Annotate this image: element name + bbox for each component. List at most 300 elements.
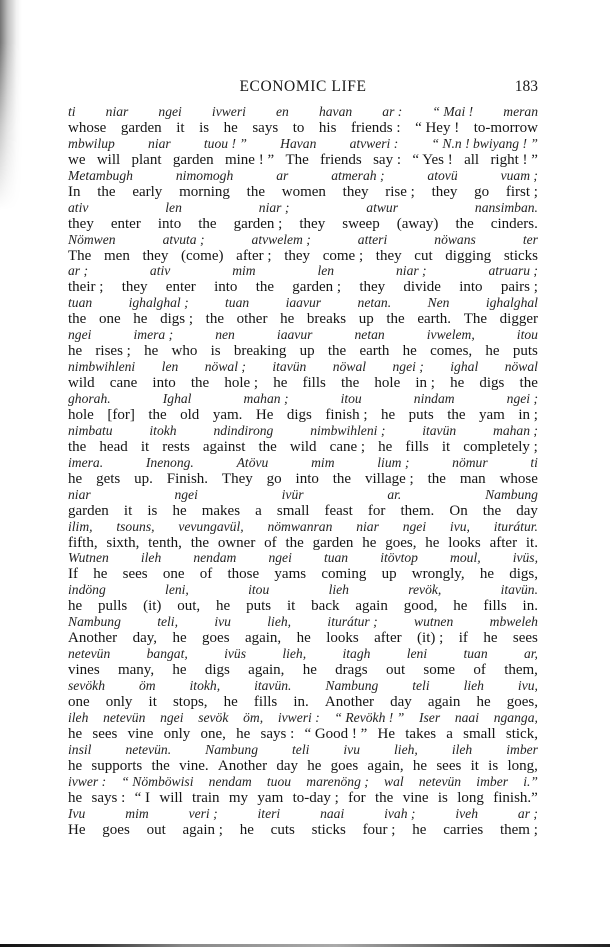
english-gloss-line	[68, 630, 538, 646]
native-word: atwur	[366, 199, 398, 215]
native-word: indöng	[68, 582, 106, 598]
native-word: Iser	[418, 709, 441, 725]
english-word: he	[362, 534, 377, 551]
english-word: puts	[408, 407, 434, 424]
english-word: they	[142, 247, 169, 264]
native-word: naai	[454, 709, 479, 725]
english-word: their ;	[68, 279, 104, 296]
native-word: ngei	[268, 550, 292, 566]
interlinear-line-pair	[68, 327, 538, 359]
english-word: go	[266, 470, 282, 487]
english-gloss-line	[68, 120, 538, 136]
english-word: the	[255, 279, 275, 296]
native-word: sevök	[198, 709, 229, 725]
english-word: all	[464, 151, 480, 168]
english-word: they	[431, 183, 458, 200]
english-word: The	[463, 311, 488, 328]
native-word: veri ;	[188, 805, 218, 821]
english-word: after ;	[236, 247, 272, 264]
english-word: of	[199, 566, 213, 583]
english-word: go	[474, 183, 490, 200]
english-word: looks	[448, 534, 481, 551]
english-word: stops,	[172, 694, 208, 711]
english-word: Another	[68, 630, 118, 647]
english-word: he	[412, 757, 428, 774]
english-word: “ I	[134, 789, 151, 806]
native-word: lium ;	[377, 454, 410, 470]
interlinear-line-pair	[68, 391, 538, 423]
english-word: “ Hey !	[415, 120, 460, 136]
native-word: nen	[215, 327, 235, 343]
english-word: garden	[120, 120, 162, 136]
native-word: itou	[248, 582, 270, 598]
native-text-line	[68, 104, 538, 120]
native-word: ivweri :	[277, 709, 320, 725]
native-text-line	[68, 168, 538, 184]
native-word: tuou ! ”	[203, 135, 247, 151]
english-word: head	[99, 438, 128, 455]
english-word: come ;	[322, 247, 364, 264]
english-word: looks	[326, 630, 359, 647]
native-text-line	[68, 391, 538, 407]
interlinear-line-pair	[68, 582, 538, 614]
native-word: itövtop	[380, 550, 418, 566]
english-word: first ;	[505, 183, 538, 200]
native-word: Ivu	[68, 805, 86, 821]
english-word: fifth,	[68, 534, 98, 551]
english-word: sees	[92, 725, 118, 742]
english-word: day	[390, 694, 412, 711]
english-word: in.	[522, 598, 538, 615]
english-word: for	[367, 502, 386, 519]
english-word: to-morrow	[473, 120, 538, 136]
native-word: ighal	[450, 359, 479, 375]
english-word: small	[276, 502, 310, 519]
native-word: atvweri :	[349, 135, 399, 151]
native-word: Nambung	[325, 678, 379, 694]
native-word: teli,	[157, 614, 178, 630]
english-word: in.	[293, 694, 309, 711]
english-word: enter	[165, 279, 196, 296]
english-word: he	[273, 375, 288, 392]
english-word: them,	[504, 662, 538, 679]
english-word: the	[148, 407, 167, 424]
english-word: up.	[134, 470, 153, 487]
native-word: Metambugh	[68, 167, 133, 183]
native-word: Wutnen	[68, 550, 109, 566]
native-word: atmerah ;	[331, 167, 385, 183]
native-word: niar	[105, 104, 129, 119]
native-word: itavün.	[254, 678, 292, 694]
interlinear-line-pair	[68, 614, 538, 646]
english-word: will	[96, 151, 121, 168]
native-word: mim	[232, 263, 256, 279]
english-word: He	[377, 725, 396, 742]
interlinear-line-pair	[68, 104, 538, 136]
english-word: in ;	[518, 407, 538, 424]
native-word: lieh	[328, 582, 349, 598]
english-word: garden	[68, 502, 109, 519]
native-word: iaavur	[285, 295, 322, 311]
native-word: ngei	[174, 486, 198, 502]
english-word: he	[68, 470, 83, 487]
english-word: the	[447, 407, 466, 424]
english-word: drags	[335, 662, 368, 679]
english-word: cuts	[270, 821, 295, 838]
english-word: cinders.	[490, 215, 538, 232]
native-word: nimbwihleni ;	[310, 422, 386, 438]
native-word: ivwelem,	[426, 327, 475, 343]
english-word: breaks	[306, 311, 347, 328]
native-word: Nambung	[205, 741, 258, 757]
english-word: it	[140, 438, 150, 455]
english-word: carries	[443, 821, 484, 838]
english-word: he	[172, 502, 187, 519]
interlinear-line-pair	[68, 710, 538, 742]
native-word: öm	[138, 678, 156, 694]
english-word: He	[255, 407, 274, 424]
english-gloss-line	[68, 566, 538, 582]
interlinear-line-pair	[68, 646, 538, 678]
english-word: garden	[312, 534, 354, 551]
english-word: (come)	[181, 247, 224, 264]
native-word: mbweleh	[489, 614, 538, 630]
native-word: ngei	[402, 518, 427, 534]
english-word: supports	[91, 757, 143, 774]
english-word: the	[258, 438, 277, 455]
native-text-line	[68, 487, 538, 503]
english-word: his	[318, 120, 337, 136]
english-word: up	[381, 566, 397, 583]
english-word: them ;	[499, 821, 538, 838]
native-word: nömur	[452, 454, 488, 470]
interlinear-line-pair	[68, 487, 538, 519]
english-word: who	[171, 343, 198, 360]
english-word: day	[516, 502, 538, 519]
english-word: long,	[507, 757, 538, 774]
native-word: ar	[276, 167, 289, 183]
native-word: ar.	[387, 486, 402, 502]
english-word: rise ;	[385, 183, 415, 200]
english-word: the	[285, 534, 304, 551]
native-word: atteri	[357, 231, 388, 247]
english-gloss-line	[68, 311, 538, 327]
english-word: Another	[217, 757, 268, 774]
english-word: If	[68, 566, 78, 583]
english-word: sticks	[503, 247, 538, 264]
english-word: yam	[257, 789, 284, 806]
english-word: gets	[96, 470, 121, 487]
native-word: mahan ;	[493, 422, 538, 438]
native-word: naai	[320, 805, 345, 821]
english-gloss-line	[68, 407, 538, 423]
native-word: itou	[340, 391, 362, 407]
english-gloss-line	[68, 503, 538, 519]
native-text-line	[68, 646, 538, 662]
english-word: he	[280, 311, 295, 328]
english-word: digs	[286, 407, 312, 424]
english-word: goes	[102, 821, 130, 838]
english-word: it	[286, 598, 296, 615]
english-word: to-day ;	[292, 789, 339, 806]
native-word: ilim,	[68, 518, 93, 534]
native-word: ngei ;	[392, 359, 424, 375]
english-word: The	[68, 247, 92, 264]
native-word: havan	[318, 104, 353, 119]
native-word: ar,	[523, 646, 538, 662]
english-word: “ Yes !	[412, 151, 453, 168]
english-word: the	[190, 375, 210, 392]
english-word: On	[449, 502, 468, 519]
english-word: mine ! ”	[224, 151, 275, 168]
english-word: plant	[131, 151, 162, 168]
english-word: the	[327, 343, 347, 360]
native-word: vuam ;	[500, 167, 538, 183]
native-word: ter	[522, 231, 538, 247]
english-word: sweep	[342, 215, 380, 232]
english-word: digs,	[509, 566, 538, 583]
english-word: the	[455, 215, 474, 232]
native-text-line	[68, 232, 538, 248]
native-text-line	[68, 710, 538, 726]
english-word: into	[157, 215, 182, 232]
english-word: man	[459, 470, 486, 487]
native-word: atvwelem ;	[251, 231, 311, 247]
english-word: (it) ;	[417, 630, 444, 647]
native-word: iaavur	[276, 327, 313, 343]
english-word: he	[144, 343, 159, 360]
english-word: them.	[400, 502, 435, 519]
native-word: netan	[354, 327, 385, 343]
native-word: nganga,	[493, 709, 538, 725]
english-word: he	[68, 598, 83, 615]
native-word: imber	[476, 773, 509, 789]
english-word: digs ;	[160, 311, 194, 328]
native-word: vevungavül,	[178, 518, 244, 534]
english-word: the	[332, 470, 352, 487]
interlinear-line-pair	[68, 742, 538, 774]
english-word: he	[302, 662, 317, 679]
native-word: Nen	[427, 295, 450, 311]
native-word: itavün.	[500, 582, 538, 598]
native-word: netevün	[103, 709, 146, 725]
native-word: netevün	[418, 773, 462, 789]
native-word: niar ;	[258, 199, 290, 215]
native-word: teli	[292, 741, 310, 757]
english-word: hole ;	[224, 375, 259, 392]
native-word: ndindirong	[213, 422, 274, 438]
interlinear-line-pair	[68, 232, 538, 264]
native-word: tuan	[68, 295, 93, 311]
english-word: again,	[248, 662, 285, 679]
english-word: fills	[483, 598, 507, 615]
native-word: ar ;	[68, 263, 89, 279]
english-word: pairs ;	[500, 279, 538, 296]
english-word: after	[374, 630, 402, 647]
english-word: he	[236, 725, 251, 742]
english-word: rises ;	[95, 343, 131, 360]
page-header	[68, 78, 538, 98]
english-word: cane	[109, 375, 138, 392]
english-word: out	[146, 821, 166, 838]
english-word: stick,	[505, 725, 538, 742]
english-word: one,	[200, 725, 226, 742]
english-word: he	[68, 757, 83, 774]
english-word: he	[476, 694, 491, 711]
native-word: tsouns,	[116, 518, 155, 534]
native-word: ivah ;	[384, 805, 416, 821]
interlinear-line-pair	[68, 519, 538, 551]
native-word: öm,	[243, 709, 264, 725]
english-word: one	[68, 694, 90, 711]
english-gloss-line	[68, 758, 538, 774]
native-word: tuan	[225, 295, 250, 311]
english-word: the	[68, 438, 87, 455]
native-word: meran	[503, 104, 538, 119]
english-word: hole	[374, 375, 401, 392]
native-word: ivu,	[517, 678, 538, 694]
english-word: he	[402, 343, 417, 360]
english-word: it	[176, 120, 185, 136]
english-gloss-line	[68, 471, 538, 487]
native-word: lieh,	[267, 614, 292, 630]
interlinear-line-pair	[68, 263, 538, 295]
native-word: itagh	[342, 646, 371, 662]
english-word: fills	[405, 438, 429, 455]
native-word: insil	[68, 741, 92, 757]
english-word: against	[202, 438, 246, 455]
english-word: those	[227, 566, 260, 583]
english-word: is	[147, 502, 158, 519]
native-text-line	[68, 200, 538, 216]
native-word: imera ;	[133, 327, 174, 343]
english-word: finish ;	[325, 407, 368, 424]
english-word: up	[299, 343, 315, 360]
english-word: small	[463, 725, 496, 742]
native-word: imber	[506, 741, 538, 757]
native-word: atruaru ;	[488, 263, 538, 279]
english-word: right ! ”	[490, 151, 538, 168]
native-text-line	[68, 742, 538, 758]
english-word: the	[340, 375, 360, 392]
english-word: one	[162, 566, 185, 583]
english-word: again	[355, 598, 388, 615]
english-word: takes	[405, 725, 437, 742]
native-word: ivu	[343, 741, 361, 757]
interlinear-line-pair	[68, 455, 538, 487]
native-word: “ Mai !	[432, 104, 474, 119]
native-word: iturátur ;	[327, 614, 378, 630]
english-word: puts	[246, 598, 272, 615]
english-word: he	[450, 375, 465, 392]
native-word: niar ;	[396, 263, 427, 279]
english-word: goes	[202, 630, 230, 647]
native-word: nimbatu	[68, 422, 113, 438]
interlinear-line-pair	[68, 678, 538, 710]
english-word: out	[385, 662, 406, 679]
english-word: yam.	[212, 407, 243, 424]
english-word: out,	[177, 598, 201, 615]
english-word: they	[299, 215, 326, 232]
english-word: in ;	[415, 375, 435, 392]
interlinear-line-pair	[68, 295, 538, 327]
english-word: a	[255, 502, 262, 519]
english-word: goes	[330, 757, 359, 774]
native-word: imera.	[68, 454, 104, 470]
native-word: lieh	[463, 678, 484, 694]
native-word: atovü	[427, 167, 458, 183]
native-word: ngei ;	[506, 391, 538, 407]
english-word: for	[348, 789, 366, 806]
interlinear-line-pair	[68, 136, 538, 168]
native-word: nendam	[208, 773, 252, 789]
english-word: goes,	[506, 694, 538, 711]
native-text-line	[68, 136, 538, 152]
english-word: if	[458, 630, 468, 647]
english-word: into	[214, 279, 238, 296]
native-word: ivüs	[224, 646, 247, 662]
native-word: niar	[356, 518, 379, 534]
english-word: friends	[320, 151, 362, 168]
native-word: nindam	[413, 391, 455, 407]
native-word: mim	[125, 805, 149, 821]
english-word: women	[281, 183, 326, 200]
native-word: ighalghal ;	[128, 295, 189, 311]
english-gloss-line	[68, 216, 538, 232]
english-word: says	[252, 120, 279, 136]
native-word: “ N.n ! bwiyang ! ”	[431, 135, 538, 151]
english-word: the	[97, 183, 116, 200]
english-word: good,	[403, 598, 438, 615]
english-gloss-line	[68, 662, 538, 678]
english-word: Finish.	[166, 470, 209, 487]
english-word: yam	[479, 407, 505, 424]
english-word: pulls	[98, 598, 128, 615]
english-word: vine	[127, 725, 154, 742]
native-text-line	[68, 263, 538, 279]
native-text-line	[68, 519, 538, 535]
english-word: he	[485, 343, 500, 360]
native-word: nöwal ;	[204, 359, 246, 375]
native-word: itavün	[422, 422, 457, 438]
english-word: wild	[289, 438, 317, 455]
native-word: nendam	[193, 550, 237, 566]
interlinear-line-pair	[68, 806, 538, 838]
native-text-line	[68, 327, 538, 343]
english-word: he	[425, 534, 440, 551]
english-word: day,	[132, 630, 158, 647]
native-text-line	[68, 550, 538, 566]
english-word: sticks	[311, 821, 346, 838]
native-word: ivweri	[211, 104, 246, 119]
english-word: after	[489, 534, 518, 551]
native-word: mim	[311, 454, 335, 470]
native-word: ti	[530, 454, 538, 470]
english-gloss-line	[68, 152, 538, 168]
english-word: the	[190, 534, 210, 551]
interlinear-line-pair	[68, 168, 538, 200]
english-word: he	[453, 598, 468, 615]
native-word: niar	[148, 135, 171, 151]
english-gloss-line	[68, 184, 538, 200]
native-word: niar	[68, 486, 91, 502]
english-word: They	[221, 470, 253, 487]
native-word: ngei	[68, 327, 92, 343]
english-word: whose	[499, 470, 538, 487]
english-word: wrongly,	[411, 566, 465, 583]
native-word: netevün.	[125, 741, 172, 757]
english-word: He	[68, 821, 86, 838]
